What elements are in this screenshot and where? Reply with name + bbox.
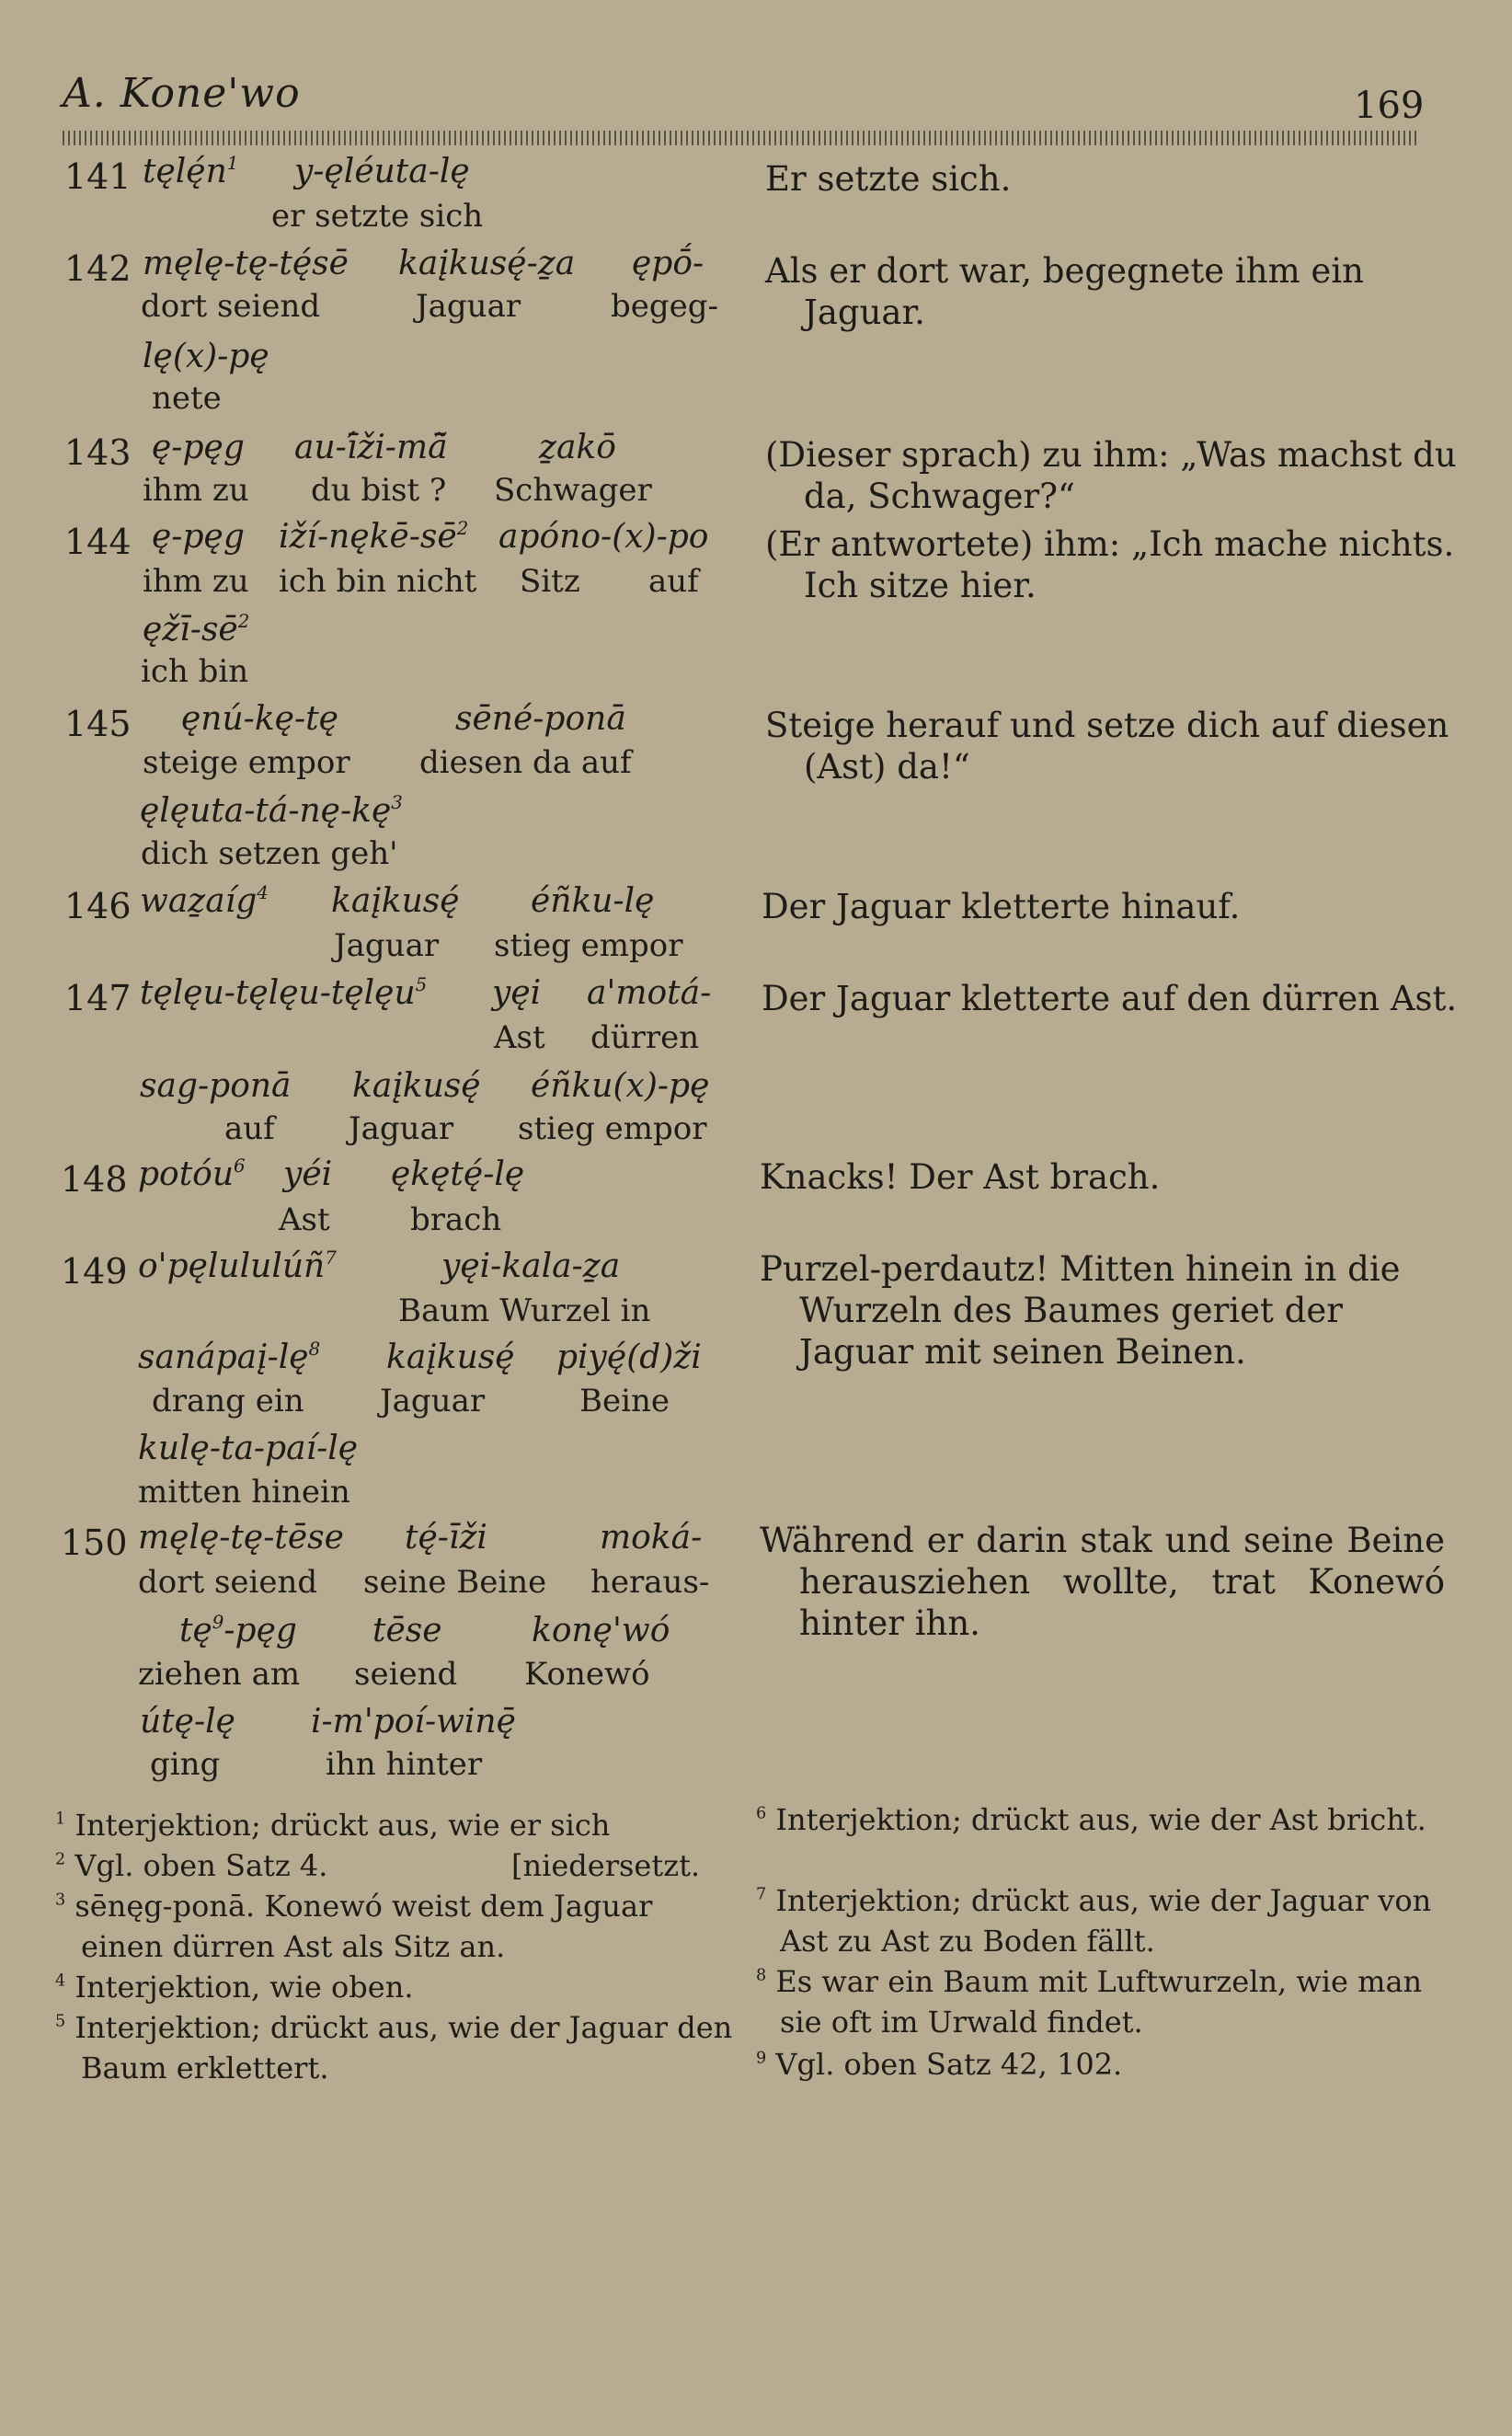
- kone-word: tęlęu-tęlęu-tęlęu$^5$: [140, 974, 428, 1012]
- gloss: Jaguar: [334, 927, 440, 964]
- kone-word: apóno-(x)-po: [498, 518, 709, 556]
- kone-word: ęlęuta-$tá-nę-kę^3$: [140, 792, 403, 830]
- gloss: ging: [150, 1746, 221, 1783]
- translation: (Dieser sprach) zu ihm: „Was machst du da, Schwager?“: [765, 435, 1457, 516]
- kone-word: éñku-lę: [531, 882, 655, 920]
- sentence-number: 150: [61, 1522, 128, 1563]
- footnote: $^3$ sēnęg-ponā. Konewó weist dem Jaguar einen dürren Ast als Sitz an.: [55, 1889, 653, 1964]
- gloss: ihn hinter: [326, 1746, 483, 1783]
- footnote: $^2$ Vgl. oben Satz 4.: [55, 1848, 328, 1883]
- kone-word: y-ęléuta-lę: [294, 153, 470, 190]
- gloss: Sitz: [520, 563, 580, 600]
- page-number: 169: [1354, 85, 1425, 127]
- kone-word: lę(x)-pę: [143, 338, 269, 375]
- gloss: du bist ?: [311, 472, 447, 509]
- kone-word: piyę́(d)ži: [556, 1339, 702, 1376]
- kone-word: sag-ponā: [140, 1067, 292, 1105]
- kone-word: ękętę́-lę: [391, 1155, 525, 1193]
- kone-word: a'motá-: [587, 974, 712, 1012]
- footnote: $^1$ Interjektion; drückt aus, wie er sich: [55, 1808, 611, 1843]
- kone-word: męlę-tę-tēse: [138, 1519, 344, 1557]
- gloss: dort seiend: [138, 1564, 318, 1601]
- kone-word: ę-pęg: [152, 429, 245, 466]
- kone-word: i-m'poí-winę̄: [311, 1703, 516, 1741]
- gloss: Ast: [494, 1019, 545, 1056]
- footnote-continuation: [niedersetzt.: [511, 1848, 701, 1883]
- gloss: Jaguar: [349, 1110, 454, 1147]
- gloss: Jaguar: [416, 288, 521, 325]
- kone-word: éñku(x)-pę: [531, 1067, 710, 1105]
- gloss: dort seiend: [141, 288, 321, 325]
- kone-word: au-ī́ži-mā̃: [294, 429, 448, 466]
- footnote: $^4$ Interjektion, wie oben.: [55, 1970, 414, 2005]
- kone-word: ẕakō: [539, 429, 616, 466]
- kone-word: ęnú-kę-tę: [181, 700, 338, 738]
- kone-word: yéi: [283, 1155, 333, 1193]
- kone-word: tę́-īži: [405, 1519, 487, 1557]
- sentence-number: 149: [61, 1251, 128, 1292]
- gloss: Baum Wurzel in: [398, 1293, 651, 1329]
- translation: Purzel-perdautz! Mitten hinein in die Wurzeln des Baumes geriet der Jaguar mit seinen Beinen.: [760, 1249, 1401, 1372]
- sentence-number: 146: [64, 886, 132, 926]
- kone-word: męlę-tę-tę́sē: [143, 245, 349, 282]
- gloss: mitten hinein: [138, 1474, 350, 1511]
- gloss: ich bin: [141, 653, 249, 690]
- gloss: brach: [410, 1201, 502, 1238]
- gloss: Jaguar: [380, 1383, 486, 1419]
- kone-word: kaįkusę́: [386, 1339, 515, 1376]
- footnote: $^8$ Es war ein Baum mit Luftwurzeln, wie man sie oft im Urwald findet.: [756, 1964, 1423, 2040]
- footnote: $^5$ Interjektion; drückt aus, wie der Jaguar den Baum erklettert.: [55, 2010, 733, 2086]
- header-rule: [63, 131, 1416, 145]
- kone-word: útę-lę: [140, 1703, 235, 1741]
- translation: (Er antwortete) ihm: „Ich mache nichts. Ich sitze hier.: [765, 524, 1455, 605]
- translation: Als er dort war, begegnete ihm ein Jaguar.: [765, 251, 1364, 332]
- kone-word: yęi-kala-ẕa: [441, 1247, 621, 1285]
- kone-word: kaįkusę́: [352, 1067, 481, 1105]
- gloss: seiend: [354, 1656, 458, 1693]
- gloss: auf: [224, 1110, 275, 1147]
- sentence-number: 144: [64, 522, 132, 562]
- kone-word: kaįkusę́: [331, 882, 460, 920]
- sentence-number: 142: [64, 248, 132, 289]
- kone-word: sēné-ponā: [455, 700, 626, 738]
- running-head: A. Kone'wo: [63, 70, 301, 117]
- gloss: Ast: [279, 1201, 330, 1238]
- gloss: ihm zu: [143, 472, 249, 509]
- gloss: Schwager: [494, 472, 652, 509]
- kone-word: ęžī-$sē^2$: [143, 611, 250, 649]
- gloss: seine Beine: [363, 1564, 547, 1601]
- translation: Der Jaguar kletterte auf den dürren Ast.: [762, 979, 1458, 1018]
- gloss: ihm zu: [143, 563, 249, 600]
- kone-word: ę-pęg: [152, 518, 245, 556]
- kone-word: waẕaíg$^4$: [140, 882, 269, 920]
- translation: Knacks! Der Ast brach.: [760, 1157, 1161, 1197]
- gloss: dich setzen geh': [141, 835, 398, 872]
- sentence-number: 143: [64, 432, 132, 473]
- kone-word: sanápaį-$lę^8$: [138, 1339, 321, 1376]
- kone-word: o'pęlululúñ$^7$: [138, 1247, 337, 1285]
- kone-word: potóu$^6$: [138, 1155, 246, 1193]
- gloss: nete: [152, 380, 222, 417]
- footnote: $^7$ Interjektion; drückt aus, wie der Jaguar von Ast zu Ast zu Boden fällt.: [756, 1883, 1432, 1959]
- sentence-number: 145: [64, 704, 132, 744]
- kone-word: moká-: [600, 1519, 703, 1557]
- gloss: stieg empor: [494, 927, 683, 964]
- kone-word: $tęlę́n^1$: [143, 153, 239, 190]
- gloss: Konewó: [524, 1656, 650, 1693]
- kone-word: kaįkusę́-ẕa: [398, 245, 576, 282]
- gloss: steige empor: [143, 744, 350, 781]
- kone-word: iží-$nękē-sē^2$: [279, 518, 469, 556]
- gloss: dürren: [590, 1019, 700, 1056]
- sentence-number: 141: [64, 156, 132, 197]
- gloss: diesen da auf: [419, 744, 632, 781]
- sentence-number: 148: [61, 1159, 128, 1200]
- sentence-number: 147: [64, 978, 132, 1018]
- kone-word: $tę^9$-pęg: [179, 1612, 297, 1649]
- gloss: stieg empor: [518, 1110, 707, 1147]
- gloss: er setzte sich: [271, 198, 484, 235]
- kone-word: kulę-ta-paí-lę: [138, 1430, 359, 1467]
- translation: Er setzte sich.: [765, 159, 1012, 199]
- gloss: ich bin nicht: [279, 563, 477, 600]
- footnote: $^6$ Interjektion; drückt aus, wie der Ast bricht.: [756, 1802, 1426, 1837]
- kone-word: ępṓ-: [632, 245, 704, 282]
- kone-word: tēse: [372, 1612, 442, 1649]
- translation: Steige herauf und setze dich auf diesen (Ast) da!“: [765, 706, 1449, 787]
- gloss: heraus-: [590, 1564, 710, 1601]
- gloss: Beine: [579, 1383, 670, 1419]
- gloss: auf: [648, 563, 699, 600]
- kone-word: yęi: [492, 974, 542, 1012]
- gloss: begeg-: [611, 288, 719, 325]
- translation: Der Jaguar kletterte hinauf.: [762, 887, 1241, 926]
- translation: Während er darin stak und seine Beine herausziehen wollte, trat Konewó hinter ihn.: [760, 1521, 1445, 1643]
- footnote: $^9$ Vgl. oben Satz 42, 102.: [756, 2047, 1123, 2082]
- kone-word: konę'wó: [532, 1612, 670, 1649]
- gloss: ziehen am: [138, 1656, 301, 1693]
- gloss: drang ein: [152, 1383, 304, 1419]
